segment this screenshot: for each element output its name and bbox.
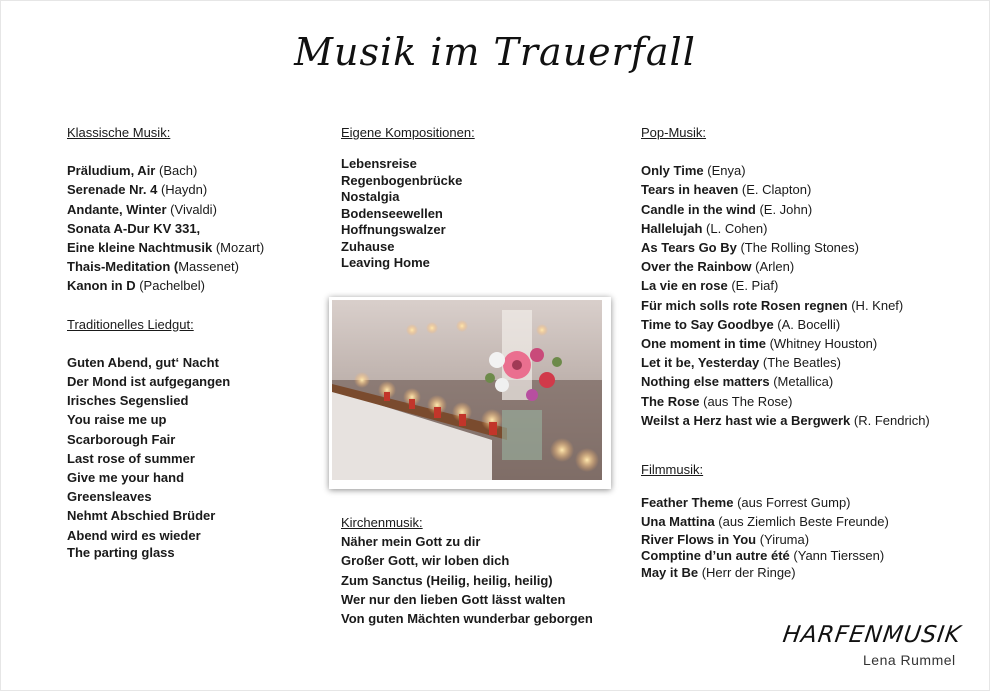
item-note: (Bach) (155, 163, 198, 179)
item-note: (R. Fendrich) (850, 412, 930, 428)
item-note: (E. Clapton) (738, 182, 812, 198)
list-item (641, 257, 961, 276)
list-kirche (341, 532, 631, 628)
item-title: Regenbogenbrücke (341, 172, 463, 188)
heading-klassisch: Klassische Musik: (67, 125, 171, 140)
list-item (341, 173, 621, 190)
item-title: Wer nur den lieben Gott lässt walten (341, 591, 566, 607)
item-note: (Herr der Ringe) (698, 564, 796, 580)
list-klassisch (67, 161, 317, 295)
heading-kirche: Kirchenmusik: (341, 515, 423, 530)
list-item (67, 180, 317, 199)
item-title: Sonata A-Dur KV 331, (67, 220, 201, 236)
item-note: (Enya) (703, 163, 746, 179)
item-note: (E. Piaf) (727, 278, 779, 294)
list-item (341, 156, 621, 173)
item-title: Für mich solls rote Rosen regnen (641, 297, 848, 313)
column-middle-lower (341, 513, 631, 628)
list-item (67, 545, 317, 561)
list-item (67, 219, 317, 238)
item-note: (Whitney Houston) (765, 336, 878, 352)
item-note: (The Rolling Stones) (736, 240, 859, 256)
item-title: Präludium, Air (67, 163, 156, 179)
item-title: Guten Abend, gut‘ Nacht (67, 354, 219, 370)
item-note: (aus Forrest Gump) (733, 495, 851, 511)
item-title: Scarborough Fair (67, 431, 176, 447)
item-note: (Haydn) (157, 182, 208, 198)
item-title: Zum Sanctus (Heilig, heilig, heilig) (341, 572, 553, 588)
list-item (341, 239, 621, 256)
item-title: Großer Gott, wir loben dich (341, 553, 510, 569)
list-item (641, 296, 961, 315)
item-title: Bodenseewellen (341, 205, 443, 221)
column-middle (341, 123, 621, 272)
list-item (641, 353, 961, 372)
item-title: Kanon in D (67, 278, 136, 294)
list-item (641, 161, 961, 180)
list-item (641, 276, 961, 295)
list-item (67, 372, 317, 391)
list-item (641, 315, 961, 334)
item-title: La vie en rose (641, 278, 728, 294)
list-item (341, 571, 631, 590)
harfenmusik-logo (783, 622, 963, 672)
list-item (67, 200, 317, 219)
item-title: Eine kleine Nachtmusik (67, 240, 213, 256)
item-title: The Rose (641, 393, 700, 409)
list-item (341, 590, 631, 609)
list-item (641, 512, 961, 531)
item-title: Una Mattina (641, 514, 715, 530)
list-item (67, 238, 317, 257)
list-item (67, 353, 317, 372)
item-title: Hoffnungswalzer (341, 222, 446, 238)
item-note: (E. John) (755, 201, 813, 217)
item-title: You raise me up (67, 412, 167, 428)
item-title: Only Time (641, 163, 704, 179)
list-item (641, 565, 961, 582)
item-title: Zuhause (341, 238, 395, 254)
item-note: (Vivaldi) (166, 201, 217, 217)
item-title: River Flows in You (641, 531, 757, 547)
heading-film: Filmmusik: (641, 462, 704, 478)
item-title: Lebensreise (341, 156, 417, 172)
list-item (67, 487, 317, 506)
page-title: Musik im Trauerfall (294, 30, 696, 74)
list-item (641, 532, 961, 549)
list-item (341, 255, 621, 272)
item-note: Massenet) (178, 259, 239, 275)
item-note: (H. Knef) (847, 297, 904, 313)
list-item (67, 410, 317, 429)
list-item (67, 506, 317, 525)
list-item (341, 189, 621, 206)
list-item (67, 468, 317, 487)
list-item (641, 238, 961, 257)
item-title: May it Be (641, 564, 699, 580)
list-traditionell (67, 353, 317, 561)
item-note: (Yann Tierssen) (789, 548, 885, 564)
logo-name: Lena Rummel (863, 652, 956, 668)
heading-traditionell: Traditionelles Liedgut: (67, 316, 194, 332)
item-note: (aus Ziemlich Beste Freunde) (714, 514, 889, 530)
list-item (641, 411, 961, 430)
heading-eigene: Eigene Kompositionen: (341, 125, 475, 140)
logo-wordmark: HARFENMUSIK (781, 622, 963, 648)
item-title: Hallelujah (641, 220, 703, 236)
item-note: (L. Cohen) (702, 220, 768, 236)
item-title: The parting glass (67, 544, 175, 560)
item-title: Give me your hand (67, 470, 185, 486)
item-title: Candle in the wind (641, 201, 756, 217)
list-item (641, 180, 961, 199)
column-left (67, 123, 317, 561)
item-title: Leaving Home (341, 255, 430, 271)
list-item (641, 334, 961, 353)
list-item (641, 219, 961, 238)
item-note: (Arlen) (751, 259, 795, 275)
item-title: Irisches Segenslied (67, 393, 189, 409)
item-title: Over the Rainbow (641, 259, 752, 275)
list-item (67, 391, 317, 410)
list-item (641, 392, 961, 411)
item-title: Näher mein Gott zu dir (341, 534, 481, 550)
item-title: Tears in heaven (641, 182, 739, 198)
item-title: Greensleaves (67, 489, 152, 505)
list-item (67, 430, 317, 449)
list-item (641, 548, 961, 565)
list-item (67, 449, 317, 468)
list-item (341, 551, 631, 570)
item-title: Comptine d’un autre été (641, 548, 790, 564)
item-title: Nehmt Abschied Brüder (67, 508, 216, 524)
item-title: Let it be, Yesterday (641, 355, 760, 371)
item-note: (Mozart) (212, 240, 265, 256)
item-title: One moment in time (641, 336, 766, 352)
item-title: Abend wird es wieder (67, 527, 201, 543)
list-item (341, 222, 621, 239)
list-item (641, 493, 961, 512)
item-note: (aus The Rose) (699, 393, 793, 409)
item-title: Von guten Mächten wunderbar geborgen (341, 611, 593, 627)
item-note: (Yiruma) (756, 531, 810, 547)
item-title: Last rose of summer (67, 450, 195, 466)
list-item (641, 200, 961, 219)
item-title: Der Mond ist aufgegangen (67, 374, 231, 390)
list-item (641, 372, 961, 391)
list-film (641, 493, 961, 581)
list-eigene (341, 156, 621, 272)
item-title: Time to Say Goodbye (641, 316, 774, 332)
list-item (67, 257, 317, 276)
list-item (341, 532, 631, 551)
item-title: Feather Theme (641, 495, 734, 511)
item-note: (The Beatles) (759, 355, 841, 371)
column-right (641, 123, 961, 581)
list-item (341, 206, 621, 223)
item-note: (Metallica) (769, 374, 834, 390)
list-item (341, 609, 631, 628)
item-title: Weilst a Herz hast wie a Bergwerk (641, 412, 851, 428)
list-item (67, 526, 317, 545)
item-title: Serenade Nr. 4 (67, 182, 158, 198)
church-candles-flowers-photo (332, 300, 602, 480)
list-item (67, 161, 317, 180)
photo-frame (329, 297, 611, 489)
item-title: Andante, Winter (67, 201, 167, 217)
list-item (67, 276, 317, 295)
item-title: Nostalgia (341, 189, 400, 205)
item-note: (A. Bocelli) (773, 316, 841, 332)
item-title: Nothing else matters (641, 374, 770, 390)
heading-pop: Pop-Musik: (641, 125, 707, 140)
item-note: (Pachelbel) (135, 278, 205, 294)
item-title: As Tears Go By (641, 240, 737, 256)
item-title: Thais-Meditation ( (67, 259, 179, 275)
list-pop (641, 161, 961, 430)
